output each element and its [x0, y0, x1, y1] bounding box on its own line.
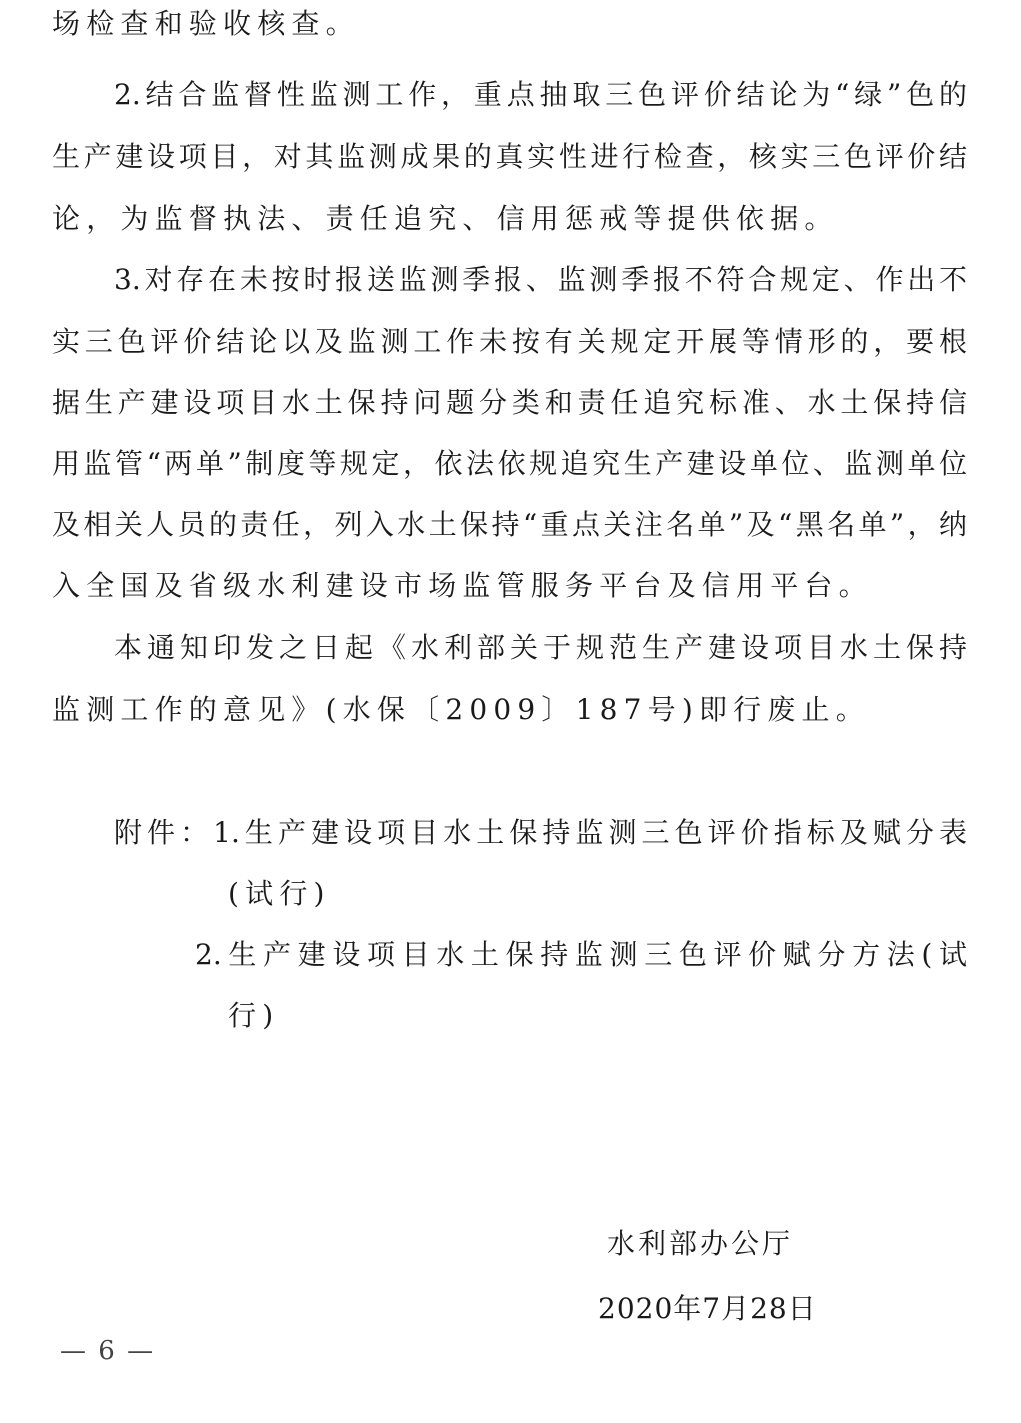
- body-line: 及相关人员的责任，列入水土保持“重点关注名单”及“黑名单”，纳: [52, 508, 967, 541]
- body-line: 据生产建设项目水土保持问题分类和责任追究标准、水土保持信: [52, 386, 967, 419]
- attachment-line: 2.生产建设项目水土保持监测三色评价赋分方法(试: [195, 938, 967, 971]
- signature-organization: 水利部办公厅: [607, 1227, 794, 1260]
- signature-date: 2020年7月28日: [598, 1292, 817, 1325]
- body-line: 论，为监督执法、责任追究、信用惩戒等提供依据。: [52, 202, 839, 235]
- body-line: 场检查和验收核查。: [52, 7, 360, 40]
- page-number: — 6 —: [60, 1336, 156, 1366]
- attachment-line: (试行): [228, 877, 331, 910]
- body-line: 监测工作的意见》(水保〔2009〕187号)即行废止。: [52, 693, 870, 726]
- body-line: 2.结合监督性监测工作，重点抽取三色评价结论为“绿”色的: [114, 78, 967, 111]
- attachment-line: 行): [228, 999, 280, 1032]
- body-line: 生产建设项目，对其监测成果的真实性进行检查，核实三色评价结: [52, 140, 967, 173]
- body-line: 实三色评价结论以及监测工作未按有关规定开展等情形的，要根: [52, 325, 967, 358]
- body-line: 用监管“两单”制度等规定，依法依规追究生产建设单位、监测单位: [52, 447, 967, 480]
- attachment-line: 附件：1.生产建设项目水土保持监测三色评价指标及赋分表: [114, 816, 967, 849]
- body-line: 3.对存在未按时报送监测季报、监测季报不符合规定、作出不: [114, 263, 967, 296]
- body-line: 入全国及省级水利建设市场监管服务平台及信用平台。: [52, 569, 873, 602]
- body-line: 本通知印发之日起《水利部关于规范生产建设项目水土保持: [114, 631, 967, 664]
